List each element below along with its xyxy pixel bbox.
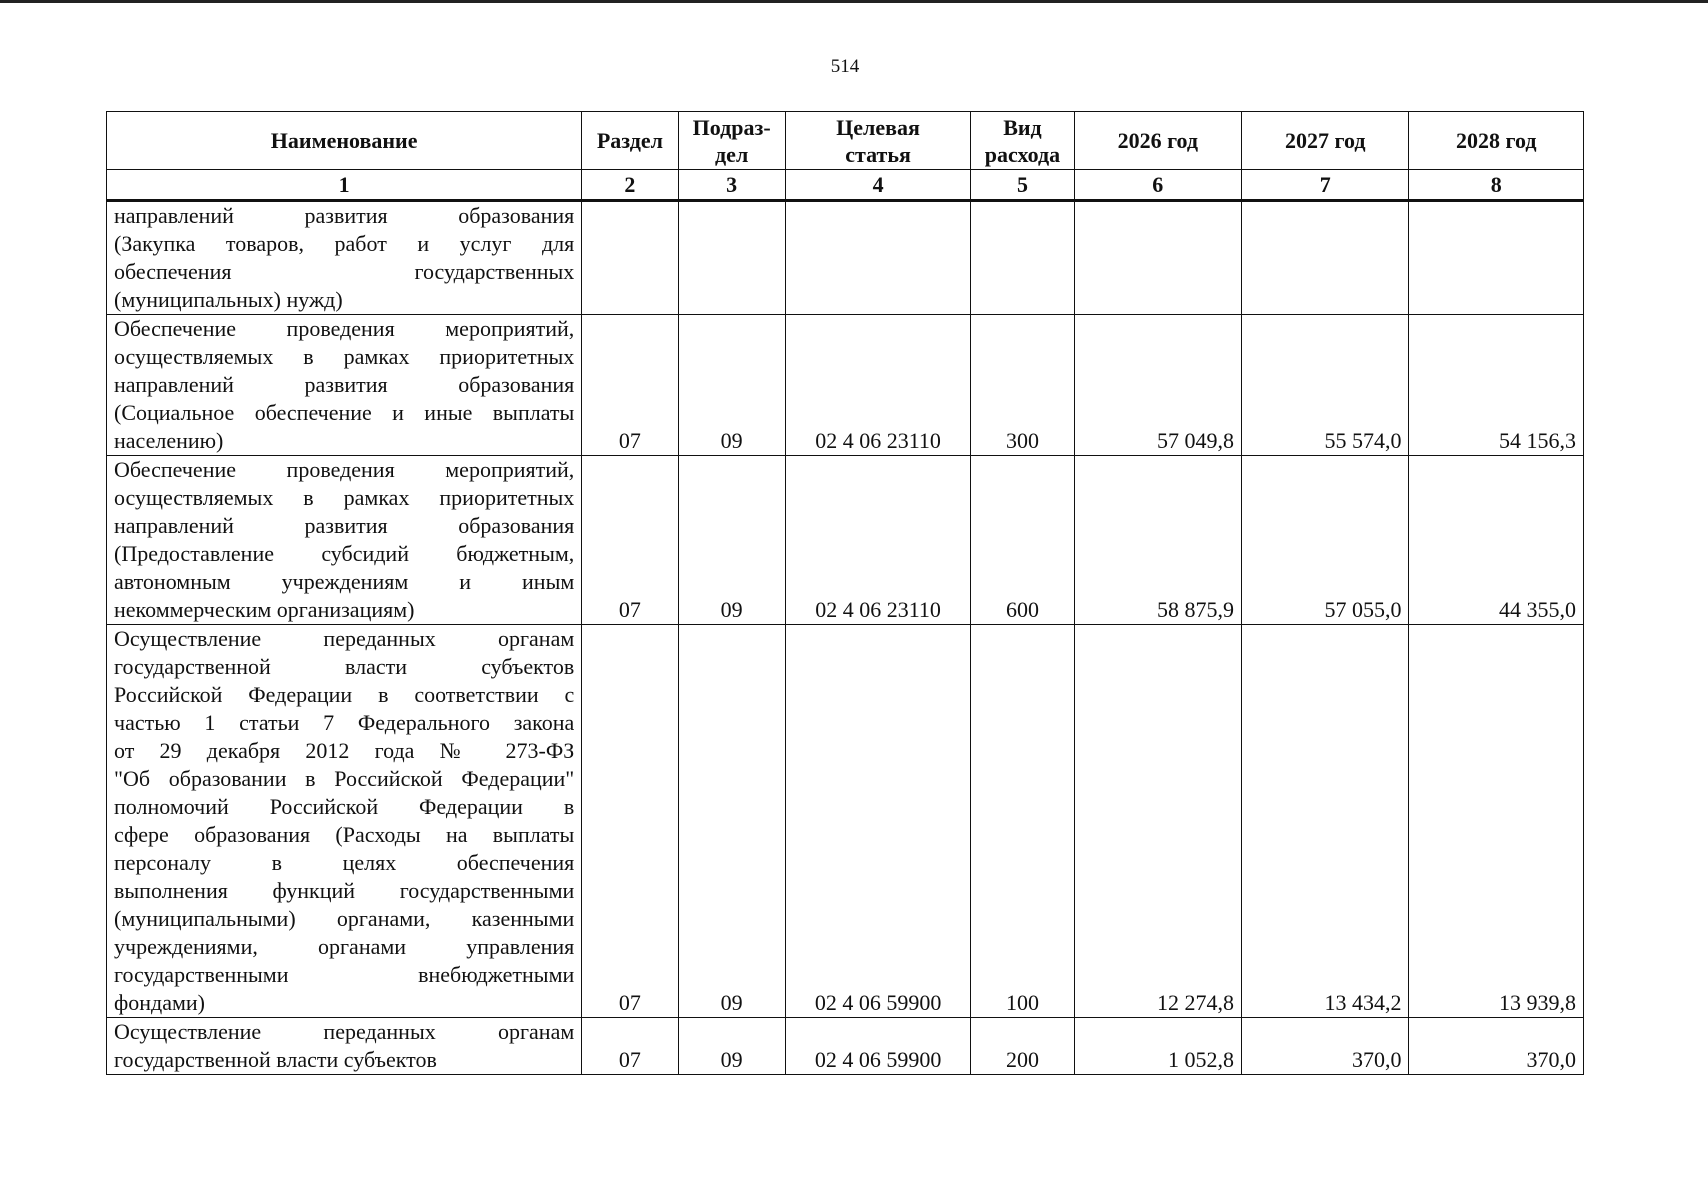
row-name-line: Обеспечение проведения мероприятий, <box>114 316 575 341</box>
row-podrazdel <box>678 201 785 315</box>
row-name-line: "Об образовании в Российской Федерации" <box>114 766 575 791</box>
row-name <box>107 625 582 1018</box>
row-name-line: государственной власти субъектов <box>114 654 575 679</box>
row-name-line: Российской Федерации в соответствии с <box>114 682 575 707</box>
row-2027: 57 055,0 <box>1242 456 1409 625</box>
row-name-line: от 29 декабря 2012 года № 273-ФЗ <box>114 738 575 763</box>
row-2028: 370,0 <box>1409 1018 1584 1075</box>
table-row <box>107 456 1584 625</box>
row-2028: 13 939,8 <box>1409 625 1584 1018</box>
row-name-line: Обеспечение проведения мероприятий, <box>114 457 575 482</box>
page-number: 514 <box>830 56 860 77</box>
budget-table <box>106 111 1584 1075</box>
row-tselevaya: 02 4 06 23110 <box>785 315 971 456</box>
header-2027: 2027 год <box>1242 112 1409 170</box>
row-name-line: государственными внебюджетными <box>114 962 575 987</box>
row-2026: 1 052,8 <box>1074 1018 1241 1075</box>
table-body <box>107 201 1584 1075</box>
row-name <box>107 201 582 315</box>
row-tselevaya: 02 4 06 59900 <box>785 1018 971 1075</box>
row-name-line: сфере образования (Расходы на выплаты <box>114 822 575 847</box>
row-2027: 55 574,0 <box>1242 315 1409 456</box>
column-number: 2 <box>582 170 678 201</box>
column-number: 3 <box>678 170 785 201</box>
row-name-line: полномочий Российской Федерации в <box>114 794 575 819</box>
row-2027 <box>1242 201 1409 315</box>
header-razdel: Раздел <box>582 112 678 170</box>
column-number: 4 <box>785 170 971 201</box>
column-number: 6 <box>1074 170 1241 201</box>
row-razdel: 07 <box>582 625 678 1018</box>
row-2027: 13 434,2 <box>1242 625 1409 1018</box>
row-2026: 58 875,9 <box>1074 456 1241 625</box>
row-name-line: Осуществление переданных органам <box>114 626 575 651</box>
row-vid: 600 <box>971 456 1074 625</box>
row-2028: 44 355,0 <box>1409 456 1584 625</box>
row-podrazdel: 09 <box>678 625 785 1018</box>
row-name-line: (Предоставление субсидий бюджетным, <box>114 541 575 566</box>
row-name-line: обеспечения государственных <box>114 259 575 284</box>
row-name-line: осуществляемых в рамках приоритетных <box>114 485 575 510</box>
row-2026: 57 049,8 <box>1074 315 1241 456</box>
row-tselevaya <box>785 201 971 315</box>
column-number: 5 <box>971 170 1074 201</box>
row-name-line: направлений развития образования <box>114 372 575 397</box>
row-name-line: (Закупка товаров, работ и услуг для <box>114 231 575 256</box>
row-razdel: 07 <box>582 1018 678 1075</box>
row-name-line: автономным учреждениям и иным <box>114 569 575 594</box>
table-row <box>107 625 1584 1018</box>
row-name-line: Осуществление переданных органам <box>114 1019 575 1044</box>
row-podrazdel: 09 <box>678 315 785 456</box>
row-name-line: государственной власти субъектов <box>114 1047 437 1072</box>
row-name-line: осуществляемых в рамках приоритетных <box>114 344 575 369</box>
header-2028: 2028 год <box>1409 112 1584 170</box>
row-name <box>107 1018 582 1075</box>
row-2026 <box>1074 201 1241 315</box>
row-name-line: (Социальное обеспечение и иные выплаты <box>114 400 575 425</box>
header-podrazdel: Подраз- дел <box>678 112 785 170</box>
row-name-line: персоналу в целях обеспечения <box>114 850 575 875</box>
row-razdel: 07 <box>582 456 678 625</box>
row-name-line: направлений развития образования <box>114 513 575 538</box>
column-number: 8 <box>1409 170 1584 201</box>
row-name <box>107 456 582 625</box>
row-2028: 54 156,3 <box>1409 315 1584 456</box>
column-number: 1 <box>107 170 582 201</box>
row-name-line: выполнения функций государственными <box>114 878 575 903</box>
scan-edge-line <box>0 0 1708 3</box>
row-vid <box>971 201 1074 315</box>
row-2028 <box>1409 201 1584 315</box>
column-number: 7 <box>1242 170 1409 201</box>
row-vid: 200 <box>971 1018 1074 1075</box>
header-2026: 2026 год <box>1074 112 1241 170</box>
table-row <box>107 315 1584 456</box>
row-2027: 370,0 <box>1242 1018 1409 1075</box>
header-vid: Вид расхода <box>971 112 1074 170</box>
row-podrazdel: 09 <box>678 456 785 625</box>
column-number-row <box>107 170 1584 201</box>
row-razdel: 07 <box>582 315 678 456</box>
table-row <box>107 1018 1584 1075</box>
row-name-line: частью 1 статьи 7 Федерального закона <box>114 710 575 735</box>
row-podrazdel: 09 <box>678 1018 785 1075</box>
header-tselevaya: Целевая статья <box>785 112 971 170</box>
row-name-line: учреждениями, органами управления <box>114 934 575 959</box>
table-row <box>107 201 1584 315</box>
row-vid: 300 <box>971 315 1074 456</box>
row-name-line: фондами) <box>114 990 206 1015</box>
row-name-line: населению) <box>114 428 224 453</box>
row-name-line: (муниципальными) органами, казенными <box>114 906 575 931</box>
header-row <box>107 112 1584 170</box>
row-tselevaya: 02 4 06 59900 <box>785 625 971 1018</box>
row-2026: 12 274,8 <box>1074 625 1241 1018</box>
row-tselevaya: 02 4 06 23110 <box>785 456 971 625</box>
row-name-line: (муниципальных) нужд) <box>114 287 343 312</box>
row-name-line: направлений развития образования <box>114 203 575 228</box>
row-name-line: некоммерческим организациям) <box>114 597 415 622</box>
row-razdel <box>582 201 678 315</box>
row-name <box>107 315 582 456</box>
header-name: Наименование <box>107 112 582 170</box>
row-vid: 100 <box>971 625 1074 1018</box>
